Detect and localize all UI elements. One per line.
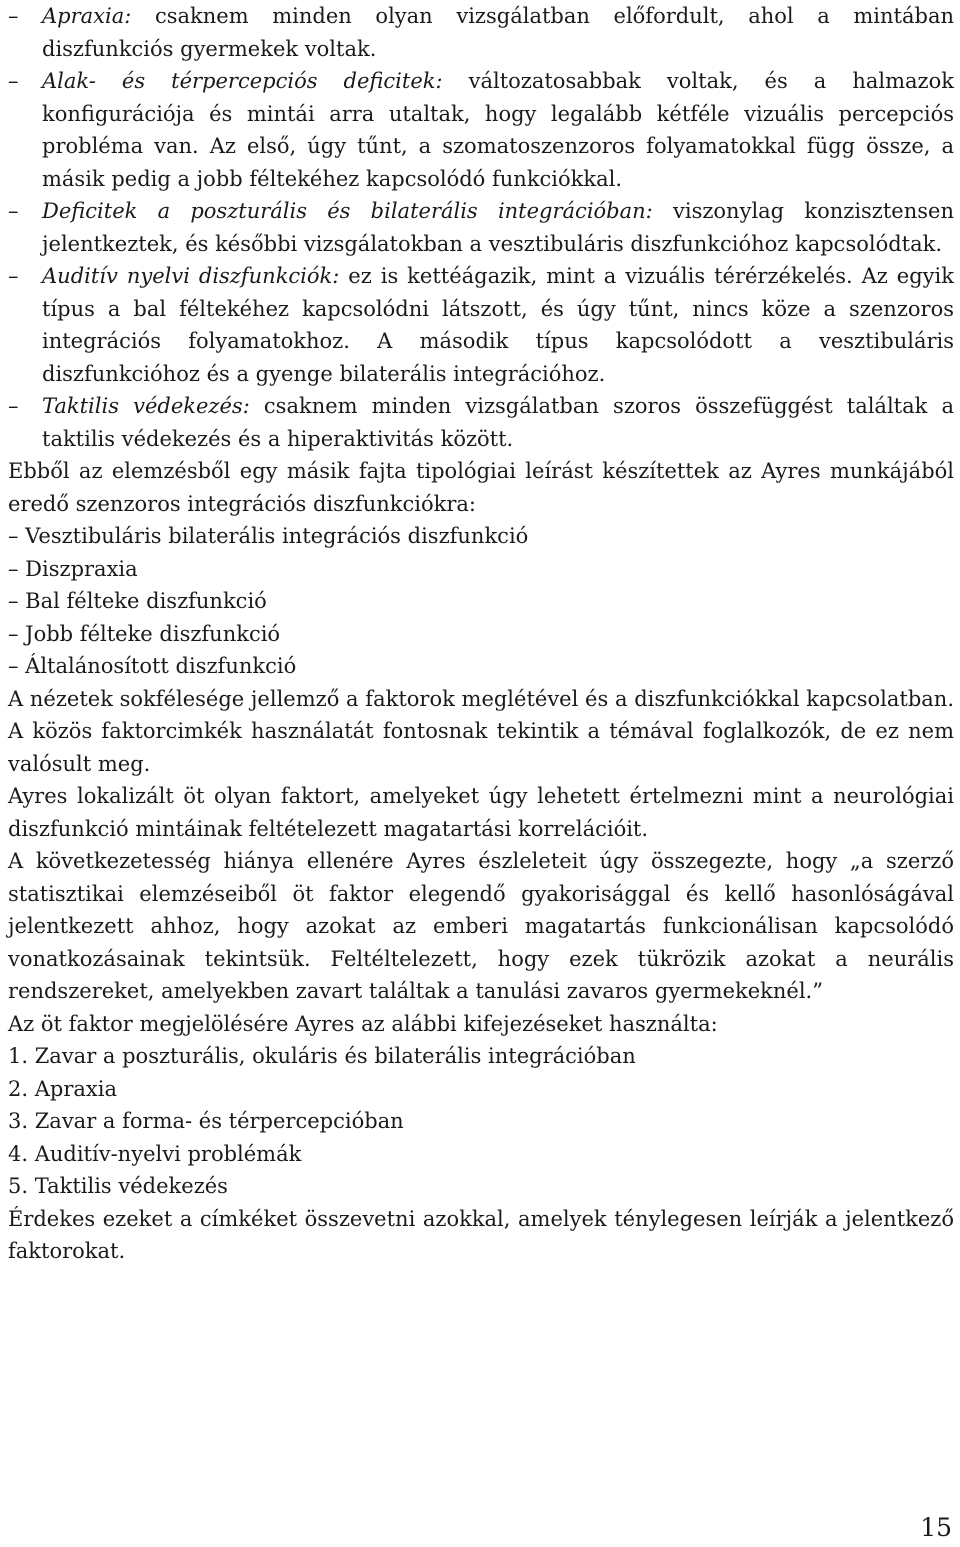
list-item: 3. Zavar a forma- és térpercepcióban bbox=[8, 1109, 404, 1133]
list-item-text: ez is kettéágazik, mint a vizuális térérzékelés. Az egyik típus a bal féltekéhez kapcsolódni látszott, és úgy tűnt, nincs köze a szenzoros integrációs folyamatokhoz. A második típus kapcsolódott a vesztibuláris diszfunkcióhoz és a gyenge bilaterális integrációhoz. bbox=[42, 264, 954, 386]
list-item bbox=[8, 260, 954, 390]
list-item-term: Deficitek a poszturális és bilaterális integrációban: bbox=[42, 199, 653, 223]
list-item: – Diszpraxia bbox=[8, 556, 138, 581]
page-number: 15 bbox=[920, 1513, 952, 1542]
views-paragraph: A nézetek sokfélesége jellemző a faktorok meglétével és a diszfunkciókkal kapcsolatban. A közös faktorcimkék használatát fontosnak tekintik a témával foglalkozók, de ez nem valósult meg. bbox=[8, 686, 954, 776]
list-item-term: Alak- és térpercepciós deficitek: bbox=[42, 69, 443, 93]
typology-paragraph: Ebből az elemzésből egy másik fajta tipológiai leírást készítettek az Ayres munkájából eredő szenzoros integrációs diszfunkciókra: bbox=[8, 459, 954, 516]
document-page bbox=[8, 0, 954, 1268]
list-item-text: változatosabbak voltak, és a halmazok konfigurációja és mintái arra utaltak, hogy legalább kétféle vizuális percepciós probléma van. Az első, úgy tűnt, a szomatoszenzoros folyamatokkal függ össze, a másik pedig a jobb féltekéhez kapcsolódó funkciókkal. bbox=[42, 69, 954, 191]
ayres-paragraph: Ayres lokalizált öt olyan faktort, amelyeket úgy lehetett értelmezni mint a neurológiai diszfunkció mintáinak feltételezett magatartási korrelációit. bbox=[8, 784, 954, 841]
list-item bbox=[8, 195, 954, 260]
list-item: 1. Zavar a poszturális, okuláris és bilaterális integrációban bbox=[8, 1044, 636, 1068]
list-item: – Vesztibuláris bilaterális integrációs diszfunkció bbox=[8, 524, 529, 548]
five-factors-paragraph: Az öt faktor megjelölésére Ayres az alábbi kifejezéseket használta: bbox=[8, 1011, 718, 1036]
list-item-text: csaknem minden vizsgálatban szoros összefüggést találtak a taktilis védekezés és a hiperaktivitás között. bbox=[42, 394, 954, 451]
list-item-term: Auditív nyelvi diszfunkciók: bbox=[42, 264, 340, 288]
list-item-term: Apraxia: bbox=[42, 4, 132, 28]
typology-list bbox=[8, 520, 954, 683]
list-item-text: csaknem minden olyan vizsgálatban előfordult, ahol a mintában diszfunkciós gyermekek voltak. bbox=[42, 4, 954, 61]
list-item bbox=[8, 390, 954, 455]
inconsistency-paragraph: A következetesség hiánya ellenére Ayres észleleteit úgy összegezte, hogy „a szerző statisztikai elemzéseiből öt faktor elegendő gyakorisággal és kellő hasonlóságával jelentkezett ahhoz, hogy azokat az emberi magatartás funkcionálisan kapcsolódó vonatkozásainak tekintsük. Feltéltelezett, hogy ezek tükrözik azokat a neurális rendszereket, amelyekben zavart találtak a tanulási zavaros gyermekeknél.” bbox=[8, 849, 954, 1003]
list-item: – Jobb félteke diszfunkció bbox=[8, 621, 281, 646]
list-item: 5. Taktilis védekezés bbox=[8, 1174, 228, 1198]
list-item bbox=[8, 65, 954, 195]
list-item bbox=[8, 0, 954, 65]
list-item: 2. Apraxia bbox=[8, 1076, 117, 1101]
list-item-text: viszonylag konzisztensen jelentkeztek, és későbbi vizsgálatokban a vesztibuláris diszfunkcióhoz kapcsolódtak. bbox=[42, 199, 954, 256]
list-item: 4. Auditív-nyelvi problémák bbox=[8, 1141, 302, 1166]
list-item-term: Taktilis védekezés: bbox=[42, 394, 250, 418]
deficit-list bbox=[8, 0, 954, 455]
factor-list bbox=[8, 1040, 954, 1203]
list-item: – Bal félteke diszfunkció bbox=[8, 589, 267, 613]
closing-paragraph: Érdekes ezeket a címkéket összevetni azokkal, amelyek ténylegesen leírják a jelentkező faktorokat. bbox=[8, 1206, 954, 1263]
list-item: – Általánosított diszfunkció bbox=[8, 654, 297, 678]
